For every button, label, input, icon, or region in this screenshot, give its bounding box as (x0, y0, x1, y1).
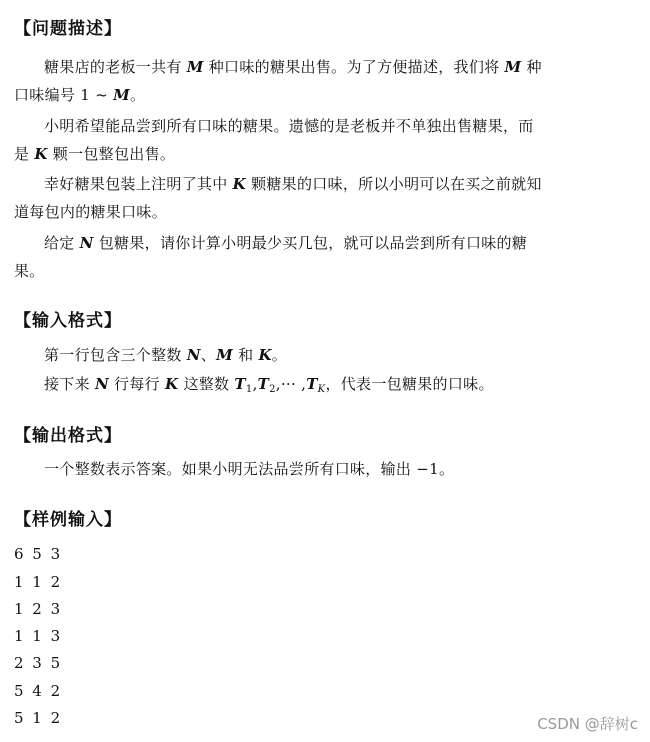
math-subscript: 1 (245, 384, 253, 395)
math-variable-t1 (234, 375, 252, 393)
problem-paragraph-2-line-1: 小明希望能品尝到所有口味的糖果。遗憾的是老板并不单独出售糖果，而 (44, 117, 534, 135)
text-segment: 幸好糖果包装上注明了其中 (44, 175, 233, 193)
text-segment: 。 (271, 346, 288, 364)
input-format-line-1 (44, 341, 287, 370)
text-segment: 这整数 (178, 375, 235, 393)
text-segment: , (252, 375, 258, 393)
math-variable-tk (306, 375, 325, 393)
sample-input-heading: 【样例输入】 (14, 510, 122, 530)
math-variable-n: N (94, 375, 109, 393)
text-segment: 给定 (44, 234, 80, 252)
math-variable-m: M (216, 346, 234, 364)
text-segment: 包糖果，请你计算小明最少买几包，就可以品尝到所有口味的糖 (93, 234, 528, 252)
math-variable-t2 (258, 375, 276, 393)
problem-paragraph-1-line-1 (44, 53, 542, 82)
input-format-line-2 (44, 370, 494, 404)
math-variable-k: K (232, 175, 247, 193)
sample-input-line: 5 1 2 (14, 709, 63, 727)
text-segment: 口味编号 1 ~ (14, 86, 114, 104)
text-segment: 。 (130, 86, 146, 104)
problem-paragraph-3-line-1 (44, 170, 542, 199)
text-segment: 糖果店的老板一共有 (44, 58, 187, 76)
text-segment: 行每行 (108, 375, 166, 393)
input-format-heading: 【输入格式】 (14, 311, 122, 331)
math-variable-k: K (258, 346, 272, 364)
text-segment: 种 (521, 58, 542, 76)
output-format-heading: 【输出格式】 (14, 426, 122, 446)
math-symbol: T (234, 375, 246, 393)
text-segment: 是 (14, 145, 35, 163)
sample-input-line: 6 5 3 (14, 545, 63, 563)
output-format-line-1: 一个整数表示答案。如果小明无法品尝所有口味，输出 −1。 (44, 460, 455, 478)
math-variable-m: M (186, 58, 204, 76)
sample-input-line: 1 1 2 (14, 573, 63, 591)
math-variable-k: K (34, 145, 48, 163)
math-variable-n: N (79, 234, 94, 252)
problem-description-heading: 【问题描述】 (14, 19, 122, 39)
math-variable-k: K (165, 375, 179, 393)
text-segment: 颗一包整包出售。 (47, 145, 176, 163)
watermark: CSDN @辞树c (537, 715, 638, 733)
sample-input-line: 2 3 5 (14, 654, 63, 672)
problem-paragraph-3-line-2: 道每包内的糖果口味。 (14, 203, 168, 221)
text-segment: ,··· , (275, 375, 307, 393)
math-variable-m: M (113, 86, 131, 104)
text-segment: 种口味的糖果出售。为了方便描述，我们将 (203, 58, 505, 76)
sample-input-line: 1 1 3 (14, 627, 63, 645)
math-subscript: K (317, 384, 326, 395)
math-symbol: T (306, 375, 318, 393)
problem-paragraph-2-line-2 (14, 140, 175, 169)
text-segment: 、 (200, 346, 217, 364)
problem-paragraph-1-line-2 (14, 81, 145, 110)
text-segment: 颗糖果的口味，所以小明可以在买之前就知 (246, 175, 542, 193)
text-segment: ，代表一包糖果的口味。 (325, 375, 494, 393)
problem-paragraph-4-line-1 (44, 229, 527, 258)
sample-input-line: 1 2 3 (14, 600, 63, 618)
sample-input-line: 5 4 2 (14, 682, 63, 700)
text-segment: 和 (233, 346, 259, 364)
math-variable-m: M (504, 58, 522, 76)
math-variable-n: N (186, 346, 201, 364)
text-segment: 第一行包含三个整数 (44, 346, 187, 364)
text-segment: 接下来 (44, 375, 95, 393)
problem-paragraph-4-line-2: 果。 (14, 262, 45, 280)
math-subscript: 2 (269, 384, 276, 395)
math-symbol: T (257, 375, 270, 393)
